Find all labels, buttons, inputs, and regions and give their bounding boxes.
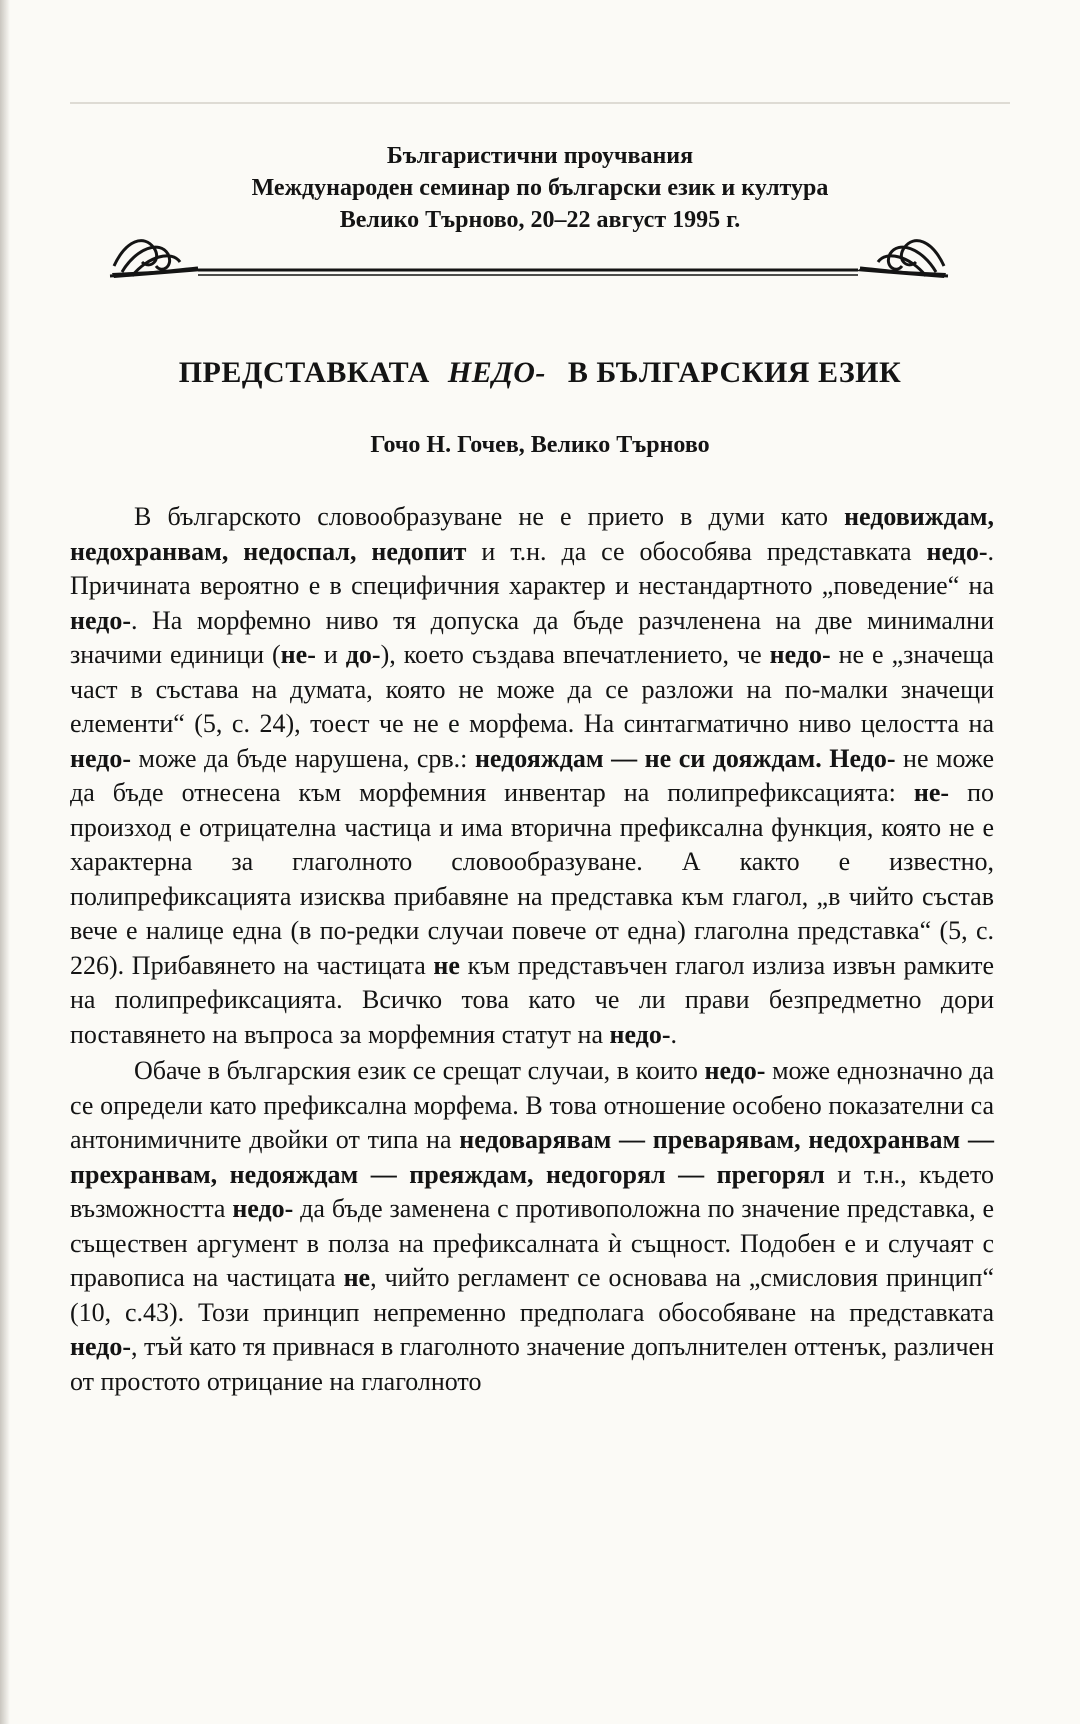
text-run: . (670, 1019, 677, 1049)
article-title-start: ПРЕДСТАВКАТА (178, 356, 430, 389)
bold-term: недо- (70, 743, 131, 773)
bold-term: недо- (70, 1332, 131, 1361)
text-run: към представъчен глагол излиза извън рамките на полипрефиксацията. Всичко това като че ли прави безпредметно дори поставянето на въпроса за морфемния статут на (70, 950, 994, 1049)
paragraph-1 (70, 500, 994, 1052)
article-body (70, 500, 994, 1399)
bold-term: недояждам — не си дояждам. Недо- (474, 743, 896, 773)
bold-term: недоварявам — преварявам, недохранвам — прехранвам, недояждам — преяждам, недогорял — прегорял (70, 1125, 994, 1189)
text-run: и т.н. да се обособява представката (466, 536, 927, 566)
page-edge-shadow (0, 0, 10, 1724)
bold-term: недо- (704, 1056, 766, 1085)
article-title-prefix: НЕДО- (447, 356, 546, 389)
text-run: . Причината вероятно е в специфичния характер и нестандартното „поведение“ на (70, 536, 994, 600)
ornament-divider (106, 226, 952, 286)
seminar-place-date: Велико Търново, 20–22 август 1995 г. (339, 207, 741, 233)
bold-term: недо- (70, 605, 131, 635)
text-run: . На морфемно ниво тя допуска да бъде разчленена на две минимални значими единици ( (70, 605, 994, 669)
text-run: ), което създава впечатлението, че (380, 640, 770, 669)
article-title-end: В БЪЛГАРСКИЯ ЕЗИК (567, 356, 902, 389)
text-run: не може да бъде отнесена към морфемния инвентар на полипрефиксацията: (70, 743, 995, 807)
bold-term: до- (345, 640, 381, 669)
text-run: може да бъде нарушена, срв.: (131, 743, 475, 773)
text-run: В българското словообразуване не е прието в думи като (134, 502, 845, 531)
text-run: и (315, 640, 346, 669)
bold-term: недо- (926, 536, 988, 566)
seminar-title: Международен семинар по български език и култура (251, 175, 829, 201)
bleed-through-header (70, 62, 1010, 98)
text-run: може еднозначно да се определи като префиксална морфема. В това отношение особено показателни са антонимичните двойки от типа на (70, 1056, 994, 1154)
paragraph-2 (70, 1054, 994, 1399)
article-title (0, 356, 1080, 390)
bold-term: недо- (769, 640, 831, 669)
text-run: , чийто регламент се основава на „смисловия принцип“ (10, с.43). Този принцип непременно предполага обособяване на представката (70, 1263, 994, 1327)
bold-term: не (343, 1263, 371, 1292)
text-run: Обаче в българския език се срещат случаи, в които (134, 1056, 705, 1085)
text-run: , тъй като тя привнася в глаголното значение допълнителен оттенък, различен от простото отрицание на глаголното (70, 1332, 994, 1396)
seminar-header (0, 140, 1080, 236)
bold-term: не- (280, 640, 316, 669)
bold-term: не- (913, 778, 950, 807)
series-title: Българистични проучвания (386, 143, 694, 169)
text-run: по произход е отрицателна частица и има вторична префиксална функция, която не е характерна за глаголното словообразуване. А както е известно, полипрефиксацията изисква прибавяне на представка към глагол, „в чийто състав вече е налице една (в по-редки случаи повече от една) глаголна представка“ (5, с. 226). Прибавянето на частицата (70, 778, 994, 980)
bold-term: не (433, 950, 460, 980)
text-run: не е „значеща част в състава на думата, която не може да се разложи на по-малки значещи елементи“ (5, с. 24), тоест че не е морфема. На синтагматично ниво целостта на (70, 640, 994, 738)
bold-term: недо- (232, 1194, 294, 1223)
text-run: и т.н., където възможността (70, 1159, 994, 1223)
text-run: да бъде заменена с противоположна по значение представка, е съществен аргумент в полза на префиксалната ѝ същност. Подобен е и случаят с правописа на частицата (70, 1194, 994, 1292)
bleed-through-rule (70, 102, 1010, 104)
article-author: Гочо Н. Гочев, Велико Търново (370, 432, 710, 458)
bold-term: недо- (609, 1019, 671, 1049)
bold-term: недовиждам, недохранвам, недоспал, недопит (70, 502, 994, 566)
